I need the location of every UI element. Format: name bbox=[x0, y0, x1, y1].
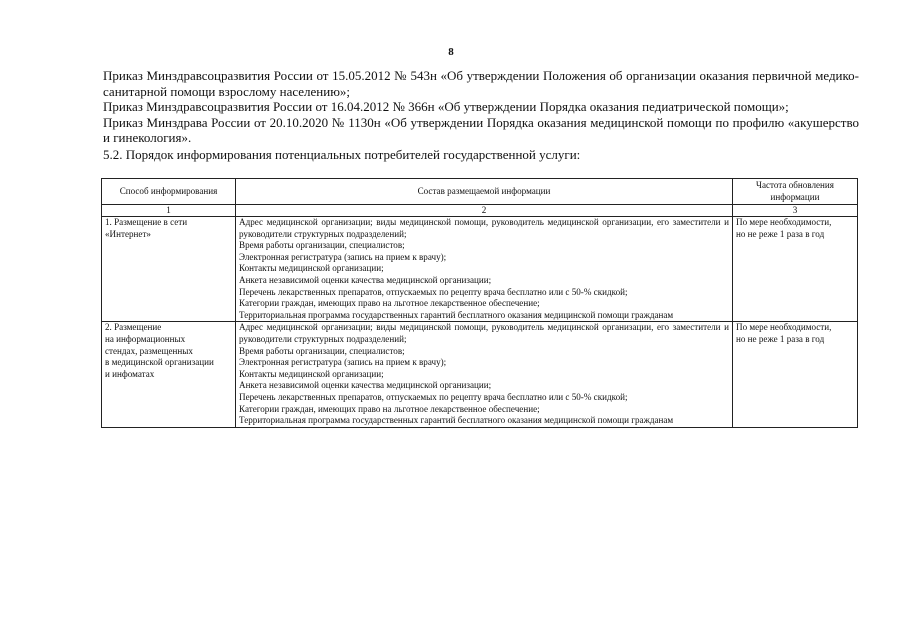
frequency-cell bbox=[733, 217, 858, 322]
intro-block bbox=[103, 68, 859, 162]
header-content: Состав размещаемой информации bbox=[236, 179, 733, 205]
content-item: Контакты медицинской организации; bbox=[239, 368, 384, 379]
content-item: Категории граждан, имеющих право на льготное лекарственное обеспечение; bbox=[239, 298, 540, 309]
frequency-line: По мере необходимости, bbox=[736, 322, 832, 333]
content-cell bbox=[236, 322, 733, 427]
column-number: 3 bbox=[733, 205, 858, 217]
content-item: Время работы организации, специалистов; bbox=[239, 240, 405, 251]
content-item: Категории граждан, имеющих право на льготное лекарственное обеспечение; bbox=[239, 403, 540, 414]
method-line: 2. Размещение bbox=[105, 322, 162, 333]
content-item: Время работы организации, специалистов; bbox=[239, 345, 405, 356]
frequency-line: но не реже 1 раза в год bbox=[736, 333, 825, 344]
content-item: Территориальная программа государственных гарантий бесплатного оказания медицинской помощи гражданам bbox=[239, 309, 674, 320]
frequency-line: но не реже 1 раза в год bbox=[736, 228, 825, 239]
intro-paragraph: Приказ Минздрава России от 20.10.2020 № 1130н «Об утверждении Порядка оказания медицинской помощи по профилю «акушерство и гинекология». bbox=[103, 114, 859, 145]
intro-paragraph: Приказ Минздравсоцразвития России от 16.04.2012 № 366н «Об утверждении Порядка оказания педиатрической помощи»; bbox=[103, 99, 789, 114]
frequency-cell bbox=[733, 322, 858, 427]
content-item: Контакты медицинской организации; bbox=[239, 263, 384, 274]
method-line: в медицинской организации bbox=[105, 357, 214, 368]
section-heading: 5.2. Порядок информирования потенциальных потребителей государственной услуги: bbox=[103, 146, 581, 162]
content-item: Анкета независимой оценки качества медицинской организации; bbox=[239, 274, 492, 285]
content-item: Адрес медицинской организации; виды медицинской помощи, руководитель медицинской организации, его заместители и руководители структурных подразделений; bbox=[239, 217, 729, 239]
method-line: стендах, размещенных bbox=[105, 345, 193, 356]
content-item: Анкета независимой оценки качества медицинской организации; bbox=[239, 380, 492, 391]
content-item: Электронная регистратура (запись на прием к врачу); bbox=[239, 357, 447, 368]
column-number-row bbox=[102, 205, 858, 217]
page-number: 8 bbox=[448, 46, 454, 58]
method-line: и инфоматах bbox=[105, 368, 155, 379]
header-method: Способ информирования bbox=[102, 179, 236, 205]
method-line: на информационных bbox=[105, 333, 186, 344]
content-item: Электронная регистратура (запись на прием к врачу); bbox=[239, 251, 447, 262]
table-header-row bbox=[102, 179, 858, 205]
table-row bbox=[102, 217, 858, 322]
method-cell bbox=[102, 322, 236, 427]
information-table bbox=[101, 178, 858, 428]
column-number: 1 bbox=[102, 205, 236, 217]
method-line: «Интернет» bbox=[105, 228, 151, 239]
method-line: 1. Размещение в сети bbox=[105, 217, 188, 227]
table-row bbox=[102, 322, 858, 427]
column-number: 2 bbox=[236, 205, 733, 217]
frequency-line: По мере необходимости, bbox=[736, 217, 832, 227]
intro-paragraph: Приказ Минздравсоцразвития России от 15.05.2012 № 543н «Об утверждении Положения об организации оказания первичной медико-санитарной помощи взрослому населению»; bbox=[103, 68, 859, 99]
content-item: Территориальная программа государственных гарантий бесплатного оказания медицинской помощи гражданам bbox=[239, 415, 674, 426]
content-item: Адрес медицинской организации; виды медицинской помощи, руководитель медицинской организации, его заместители и руководители структурных подразделений; bbox=[239, 322, 729, 344]
content-item: Перечень лекарственных препаратов, отпускаемых по рецепту врача бесплатно или с 50-% скидкой; bbox=[239, 391, 628, 402]
header-frequency: Частота обновления информации bbox=[733, 179, 858, 205]
content-item: Перечень лекарственных препаратов, отпускаемых по рецепту врача бесплатно или с 50-% скидкой; bbox=[239, 286, 628, 297]
method-cell bbox=[102, 217, 236, 322]
content-cell bbox=[236, 217, 733, 322]
